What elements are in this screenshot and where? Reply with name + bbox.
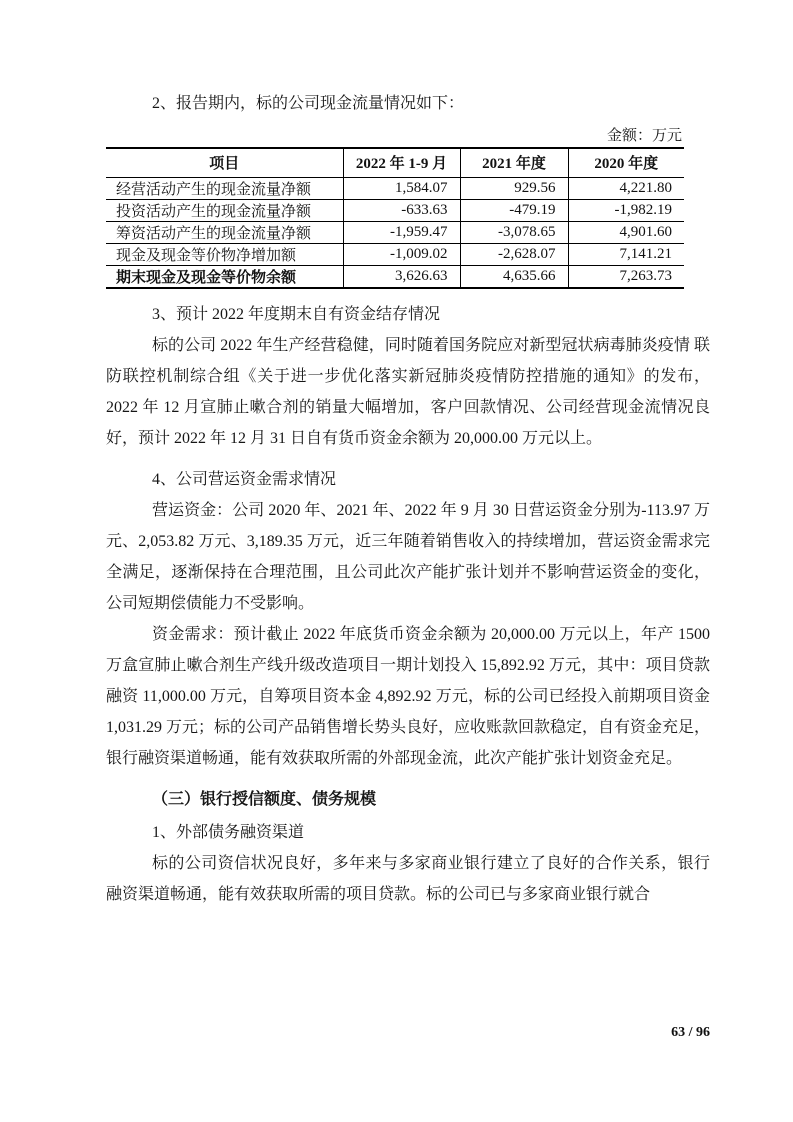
- value-cell: 4,221.80: [568, 177, 684, 199]
- value-cell: -479.19: [460, 199, 568, 221]
- row-label-cell: 现金及现金等价物净增加额: [106, 243, 343, 265]
- subsection-1-heading: 1、外部债务融资渠道: [152, 823, 305, 841]
- page-number: 63 / 96: [671, 1025, 710, 1040]
- column-header-item: 项目: [106, 148, 343, 177]
- table-row: [106, 221, 684, 243]
- section-2-heading: 2、报告期内，标的公司现金流量情况如下：: [152, 95, 465, 112]
- column-header-2022: 2022 年 1-9 月: [343, 148, 460, 177]
- value-cell: -1,009.02: [343, 243, 460, 265]
- section-three-heading: （三）银行授信额度、债务规模: [152, 790, 377, 808]
- value-cell: -633.63: [343, 199, 460, 221]
- value-cell: -3,078.65: [460, 221, 568, 243]
- table-header-row: [106, 148, 684, 177]
- funding-needs-paragraph: 资金需求：预计截止 2022 年底货币资金余额为 20,000.00 万元以上，年产 1500 万盒宣肺止嗽合剂生产线升级改造项目一期计划投入 15,892.92 万元，其中：项目贷款融资 11,000.00 万元，自筹项目资本金 4,892.92 万元，标的公司已经投入前期项目资金 1,031.29 万元；标的公司产品销售增长势头良好，应收账款回款稳定，自有资金充足，银行融资渠道畅通，能有效获取所需的外部现金流，此次产能扩张计划资金充足。: [106, 625, 711, 767]
- section-4-heading: 4、公司营运资金需求情况: [152, 470, 337, 488]
- value-cell: 1,584.07: [343, 177, 460, 199]
- value-cell: 7,263.73: [568, 265, 684, 288]
- section-3-paragraph: 标的公司 2022 年生产经营稳健，同时随着国务院应对新型冠状病毒肺炎疫情 联防联控机制综合组《关于进一步优化落实新冠肺炎疫情防控措施的通知》的发布，2022 年 12 月宣肺止嗽合剂的销量大幅增加，客户回款情况、公司经营现金流情况良好，预计 2022 年 12 月 31 日自有货币资金余额为 20,000.00 万元以上。: [106, 336, 710, 447]
- table-row: [106, 199, 684, 221]
- value-cell: 4,901.60: [568, 221, 684, 243]
- row-label-cell: 期末现金及现金等价物余额: [106, 265, 343, 288]
- amount-unit-note: 金额：万元: [606, 128, 682, 144]
- value-cell: 929.56: [460, 177, 568, 199]
- working-capital-paragraph: 营运资金：公司 2020 年、2021 年、2022 年 9 月 30 日营运资金分别为-113.97 万元、2,053.82 万元、3,189.35 万元，近三年随着销售收入的持续增加，营运资金需求完全满足，逐渐保持在合理范围，且公司此次产能扩张计划并不影响营运资金的变化，公司短期偿债能力不受影响。: [106, 501, 710, 612]
- table-row: [106, 177, 684, 199]
- column-header-2021: 2021 年度: [460, 148, 568, 177]
- value-cell: 4,635.66: [460, 265, 568, 288]
- value-cell: 3,626.63: [343, 265, 460, 288]
- column-header-2020: 2020 年度: [568, 148, 684, 177]
- value-cell: -1,959.47: [343, 221, 460, 243]
- row-label-cell: 筹资活动产生的现金流量净额: [106, 221, 343, 243]
- table-row: [106, 243, 684, 265]
- value-cell: -1,982.19: [568, 199, 684, 221]
- value-cell: -2,628.07: [460, 243, 568, 265]
- cash-flow-table: [106, 147, 684, 289]
- row-label-cell: 经营活动产生的现金流量净额: [106, 177, 343, 199]
- value-cell: 7,141.21: [568, 243, 684, 265]
- section-3-heading: 3、预计 2022 年度期末自有资金结存情况: [152, 305, 441, 323]
- table-row-total: [106, 265, 684, 288]
- bank-credit-paragraph: 标的公司资信状况良好，多年来与多家商业银行建立了良好的合作关系，银行融资渠道畅通，能有效获取所需的项目贷款。标的公司已与多家商业银行就合: [106, 854, 710, 903]
- document-content: [106, 88, 710, 910]
- row-label-cell: 投资活动产生的现金流量净额: [106, 199, 343, 221]
